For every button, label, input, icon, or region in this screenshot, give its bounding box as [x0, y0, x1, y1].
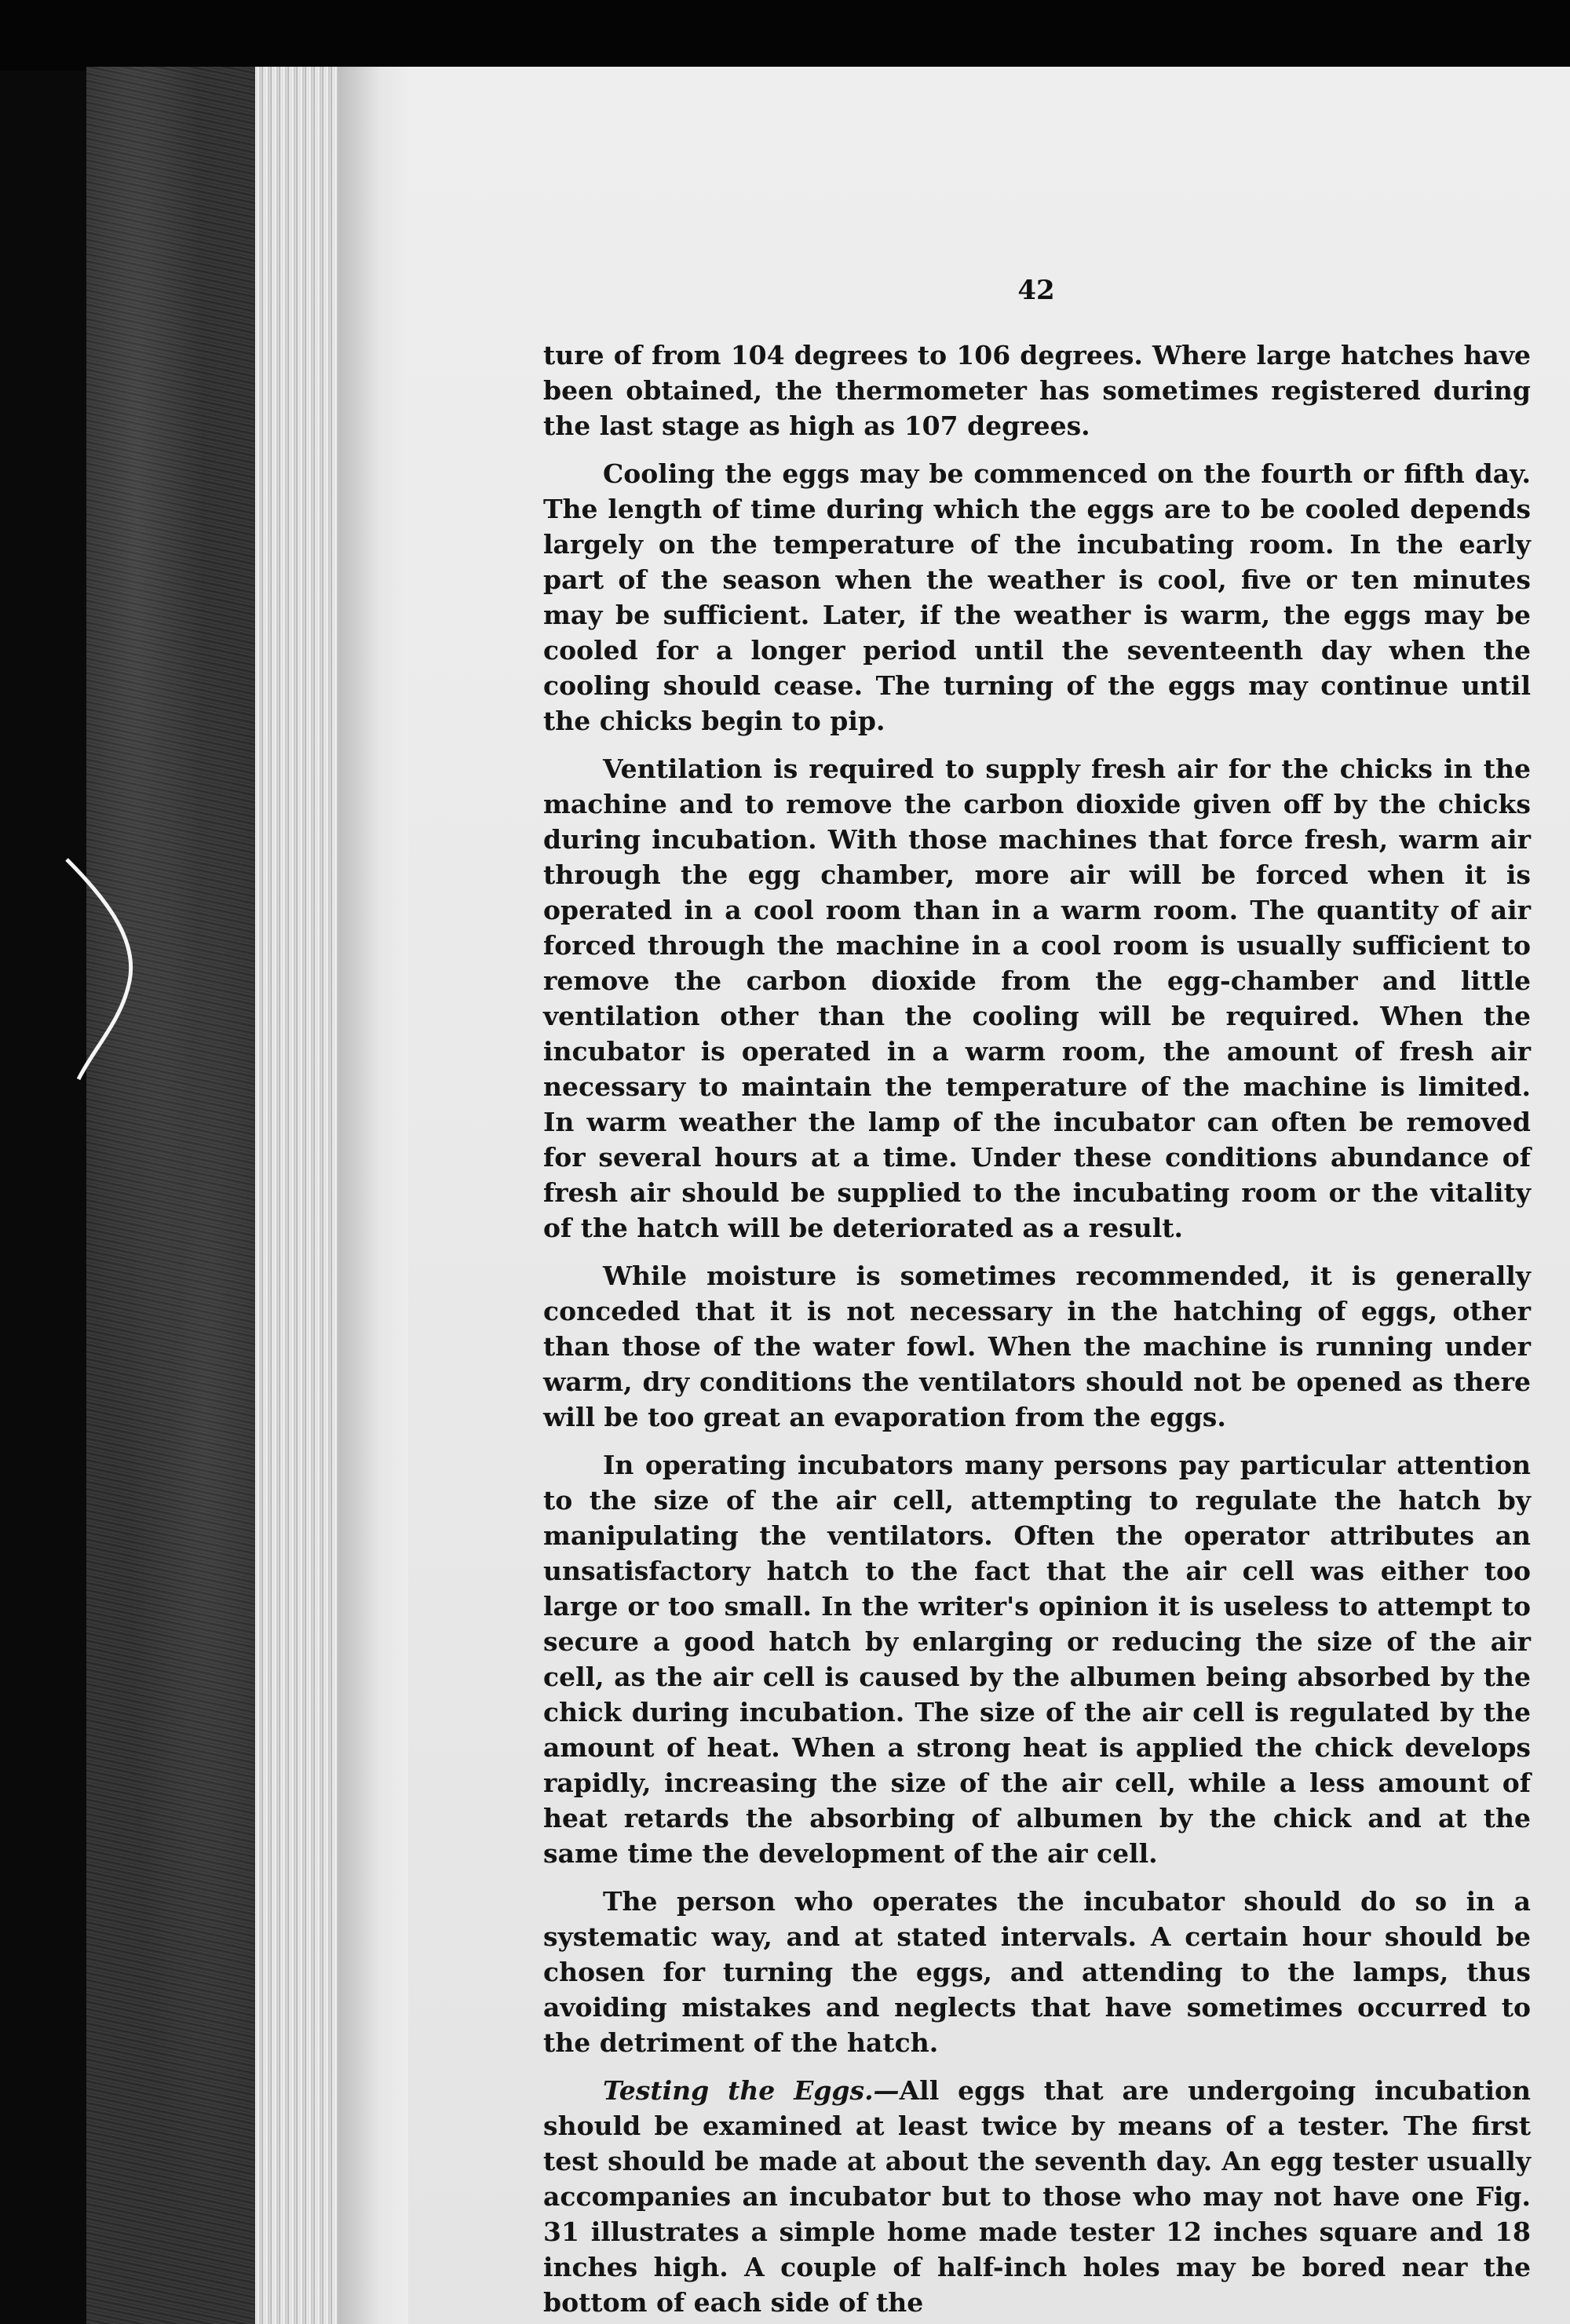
page-number: 42 — [1017, 275, 1055, 306]
paragraph-cooling: Cooling the eggs may be commenced on the fourth or fifth day. The length of time during which the eggs are to be cooled depends largely on the temperature of the incubating room. In the early part of the season when the weather is cool, five or ten minutes may be sufficient. Later, if the weather is warm, the eggs may be cooled for a longer period until the seventeenth day when the cooling should cease. The turning of the eggs may continue until the chicks begin to pip. — [543, 458, 1531, 736]
book-cover-edge — [86, 67, 257, 2324]
paragraph-testing-eggs — [543, 2073, 1531, 2320]
body-text — [543, 337, 1531, 2324]
paragraph-operator: The person who operates the incubator should do so in a systematic way, and at stated intervals. A certain hour should be chosen for turning the eggs, and attending to the lamps, thus avoiding mistakes and neglects that have sometimes occurred to the detriment of the hatch. — [543, 1886, 1531, 2058]
paragraph-moisture: While moisture is sometimes recommended, it is generally conceded that it is not necessary in the hatching of eggs, other than those of the water fowl. When the machine is running under warm, dry conditions the ventilators should not be opened as there will be too great an evaporation from the eggs. — [543, 1261, 1531, 1432]
gutter-shadow — [338, 67, 408, 2324]
scan-border — [0, 0, 1570, 71]
stacked-page-edges — [255, 67, 338, 2324]
section-heading-testing-eggs: Testing the Eggs.— — [603, 2075, 900, 2106]
paragraph-ventilation: Ventilation is required to supply fresh air for the chicks in the machine and to remove the carbon dioxide given off by the chicks during incubation. With those machines that force fresh, warm air through the egg chamber, more air will be forced when it is operated in a cool room than in a warm room. The quantity of air forced through the machine in a cool room is usually sufficient to remove the carbon dioxide from the egg-chamber and little ventilation other than the cooling will be required. When the incubator is operated in a warm room, the amount of fresh air necessary to maintain the temperature of the machine is limited. In warm weather the lamp of the incubator can often be removed for several hours at a time. Under these conditions abundance of fresh air should be supplied to the incubating room or the vitality of the hatch will be deteriorated as a result. — [543, 753, 1531, 1243]
paragraph-continued: ture of from 104 degrees to 106 degrees. Where large hatches have been obtained, the thermometer has sometimes registered during the last stage as high as 107 degrees. — [543, 340, 1531, 441]
paragraph-testing-eggs-text: All eggs that are undergoing incubation should be examined at least twice by means of a tester. The first test should be made at about the seventh day. An egg tester usually accompanies an incubator but to those who may not have one Fig. 31 illustrates a simple home made tester 12 inches square and 18 inches high. A couple of half-inch holes may be bored near the bottom of each side of the — [543, 2075, 1531, 2318]
paragraph-air-cell: In operating incubators many persons pay particular attention to the size of the air cell, attempting to regulate the hatch by manipulating the ventilators. Often the operator attributes an unsatisfactory hatch to the fact that the air cell was either too large or too small. In the writer's opinion it is useless to attempt to secure a good hatch by enlarging or reducing the size of the air cell, as the air cell is caused by the albumen being absorbed by the chick during incubation. The size of the air cell is regulated by the amount of heat. When a strong heat is applied the chick develops rapidly, increasing the size of the air cell, while a less amount of heat retards the absorbing of albumen by the chick and at the same time the development of the air cell. — [543, 1450, 1531, 1869]
